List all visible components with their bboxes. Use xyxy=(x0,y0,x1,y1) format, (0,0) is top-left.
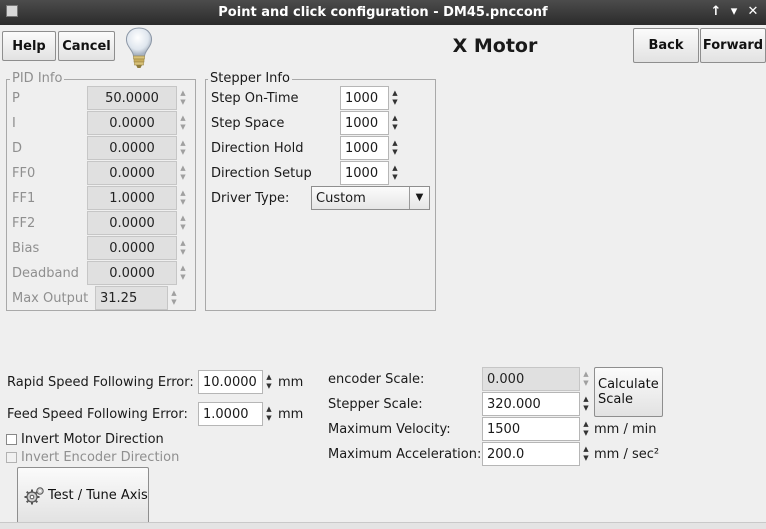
shade-up-icon[interactable]: ↑ xyxy=(710,4,722,19)
feed-following-error-label: Feed Speed Following Error: xyxy=(7,407,188,422)
rapid-unit: mm xyxy=(278,375,304,390)
pid-spin-arrows-icon: ▲ ▼ xyxy=(180,264,186,281)
pid-spin-arrows-icon: ▲ ▼ xyxy=(180,239,186,256)
max-output-spin xyxy=(95,286,180,310)
max-acceleration-arrows-icon[interactable]: ▲ ▼ xyxy=(583,445,589,462)
stepper-spin-arrows-icon[interactable]: ▲ ▼ xyxy=(392,89,398,106)
calculate-scale-line2: Scale xyxy=(598,392,633,407)
stepper-spin-arrows-icon[interactable]: ▲ ▼ xyxy=(392,164,398,181)
driver-type-label: Driver Type: xyxy=(211,191,290,206)
stepper-value-input[interactable]: 1000 xyxy=(340,161,389,185)
pid-spin xyxy=(87,211,189,235)
feed-following-error-spin[interactable] xyxy=(198,402,275,426)
pid-value-field: 0.0000 xyxy=(87,136,177,160)
feed-unit: mm xyxy=(278,407,304,422)
close-icon[interactable]: ✕ xyxy=(747,4,759,19)
max-velocity-input[interactable]: 1500 xyxy=(482,417,580,441)
test-tune-axis-label: Test / Tune Axis xyxy=(48,488,148,503)
max-output-label: Max Output xyxy=(12,291,89,306)
pid-label: Bias xyxy=(12,241,40,256)
max-output-field: 31.25 xyxy=(95,286,168,310)
pid-label: P xyxy=(12,91,20,106)
encoder-scale-spin xyxy=(482,367,592,391)
stepper-spin[interactable] xyxy=(340,136,401,160)
max-output-arrows-icon: ▲ ▼ xyxy=(171,289,177,306)
page-title: X Motor xyxy=(452,35,538,57)
velocity-unit: mm / min xyxy=(594,422,657,437)
stepper-label: Step Space xyxy=(211,116,285,131)
pid-label: FF0 xyxy=(12,166,36,181)
gears-icon xyxy=(24,485,46,507)
pid-spin-arrows-icon: ▲ ▼ xyxy=(180,139,186,156)
pid-spin-arrows-icon: ▲ ▼ xyxy=(180,114,186,131)
stepper-label: Direction Hold xyxy=(211,141,304,156)
max-velocity-spin[interactable] xyxy=(482,417,592,441)
pid-label: Deadband xyxy=(12,266,79,281)
max-acceleration-label: Maximum Acceleration: xyxy=(328,447,482,462)
dropdown-arrow-icon: ▼ xyxy=(409,187,429,209)
acceleration-unit: mm / sec² xyxy=(594,447,660,462)
pid-spin xyxy=(87,111,189,135)
test-tune-axis-button[interactable] xyxy=(17,467,149,524)
feed-following-error-input[interactable]: 1.0000 xyxy=(198,402,263,426)
stepper-value-input[interactable]: 1000 xyxy=(340,111,389,135)
invert-encoder-checkbox xyxy=(6,452,17,463)
pid-info-title: PID Info xyxy=(12,71,63,86)
max-velocity-label: Maximum Velocity: xyxy=(328,422,451,437)
pid-value-field: 0.0000 xyxy=(87,111,177,135)
pid-label: I xyxy=(12,116,16,131)
invert-encoder-label: Invert Encoder Direction xyxy=(21,450,180,465)
pid-spin-arrows-icon: ▲ ▼ xyxy=(180,164,186,181)
pid-spin xyxy=(87,136,189,160)
pid-spin xyxy=(87,161,189,185)
encoder-scale-field: 0.000 xyxy=(482,367,580,391)
pid-label: D xyxy=(12,141,23,156)
stepper-label: Direction Setup xyxy=(211,166,312,181)
driver-type-select[interactable] xyxy=(311,186,430,210)
stepper-spin-arrows-icon[interactable]: ▲ ▼ xyxy=(392,139,398,156)
rapid-spin-arrows-icon[interactable]: ▲ ▼ xyxy=(266,373,272,390)
window-title: Point and click configuration - DM45.pncconf xyxy=(218,5,548,20)
stepper-scale-arrows-icon[interactable]: ▲ ▼ xyxy=(583,395,589,412)
stepper-scale-input[interactable]: 320.000 xyxy=(482,392,580,416)
stepper-scale-label: Stepper Scale: xyxy=(328,397,423,412)
pid-value-field: 0.0000 xyxy=(87,211,177,235)
encoder-scale-arrows-icon: ▲ ▼ xyxy=(583,370,589,387)
pid-spin-arrows-icon: ▲ ▼ xyxy=(180,214,186,231)
max-acceleration-spin[interactable] xyxy=(482,442,592,466)
pid-spin xyxy=(87,261,189,285)
pid-spin-arrows-icon: ▲ ▼ xyxy=(180,89,186,106)
max-acceleration-input[interactable]: 200.0 xyxy=(482,442,580,466)
encoder-scale-label: encoder Scale: xyxy=(328,372,425,387)
bottom-edge xyxy=(0,522,766,529)
rapid-following-error-spin[interactable] xyxy=(198,370,275,394)
stepper-value-input[interactable]: 1000 xyxy=(340,86,389,110)
minimize-icon[interactable]: ▾ xyxy=(730,4,738,19)
back-button[interactable]: Back xyxy=(633,28,699,63)
invert-motor-checkbox[interactable] xyxy=(6,434,17,445)
stepper-scale-spin[interactable] xyxy=(482,392,592,416)
stepper-spin-arrows-icon[interactable]: ▲ ▼ xyxy=(392,114,398,131)
pid-value-field: 0.0000 xyxy=(87,261,177,285)
pid-spin xyxy=(87,186,189,210)
pid-spin xyxy=(87,236,189,260)
help-button[interactable]: Help xyxy=(2,31,56,61)
pid-label: FF1 xyxy=(12,191,36,206)
pid-spin xyxy=(87,86,189,110)
forward-button[interactable]: Forward xyxy=(700,28,766,63)
pid-value-field: 50.0000 xyxy=(87,86,177,110)
stepper-spin[interactable] xyxy=(340,161,401,185)
feed-spin-arrows-icon[interactable]: ▲ ▼ xyxy=(266,405,272,422)
stepper-label: Step On-Time xyxy=(211,91,299,106)
rapid-following-error-input[interactable]: 10.0000 xyxy=(198,370,263,394)
pid-value-field: 0.0000 xyxy=(87,161,177,185)
stepper-spin[interactable] xyxy=(340,111,401,135)
stepper-info-title: Stepper Info xyxy=(210,71,290,86)
pid-spin-arrows-icon: ▲ ▼ xyxy=(180,189,186,206)
pid-value-field: 0.0000 xyxy=(87,236,177,260)
driver-type-value: Custom xyxy=(316,190,366,206)
calculate-scale-button[interactable] xyxy=(594,367,663,417)
rapid-following-error-label: Rapid Speed Following Error: xyxy=(7,375,194,390)
title-bar xyxy=(0,0,766,25)
cancel-button[interactable]: Cancel xyxy=(58,31,115,61)
stepper-spin[interactable] xyxy=(340,86,401,110)
max-velocity-arrows-icon[interactable]: ▲ ▼ xyxy=(583,420,589,437)
lightbulb-icon xyxy=(120,25,158,69)
pid-label: FF2 xyxy=(12,216,36,231)
invert-motor-label[interactable]: Invert Motor Direction xyxy=(21,432,164,447)
calculate-scale-line1: Calculate xyxy=(598,377,659,392)
pid-value-field: 1.0000 xyxy=(87,186,177,210)
stepper-value-input[interactable]: 1000 xyxy=(340,136,389,160)
